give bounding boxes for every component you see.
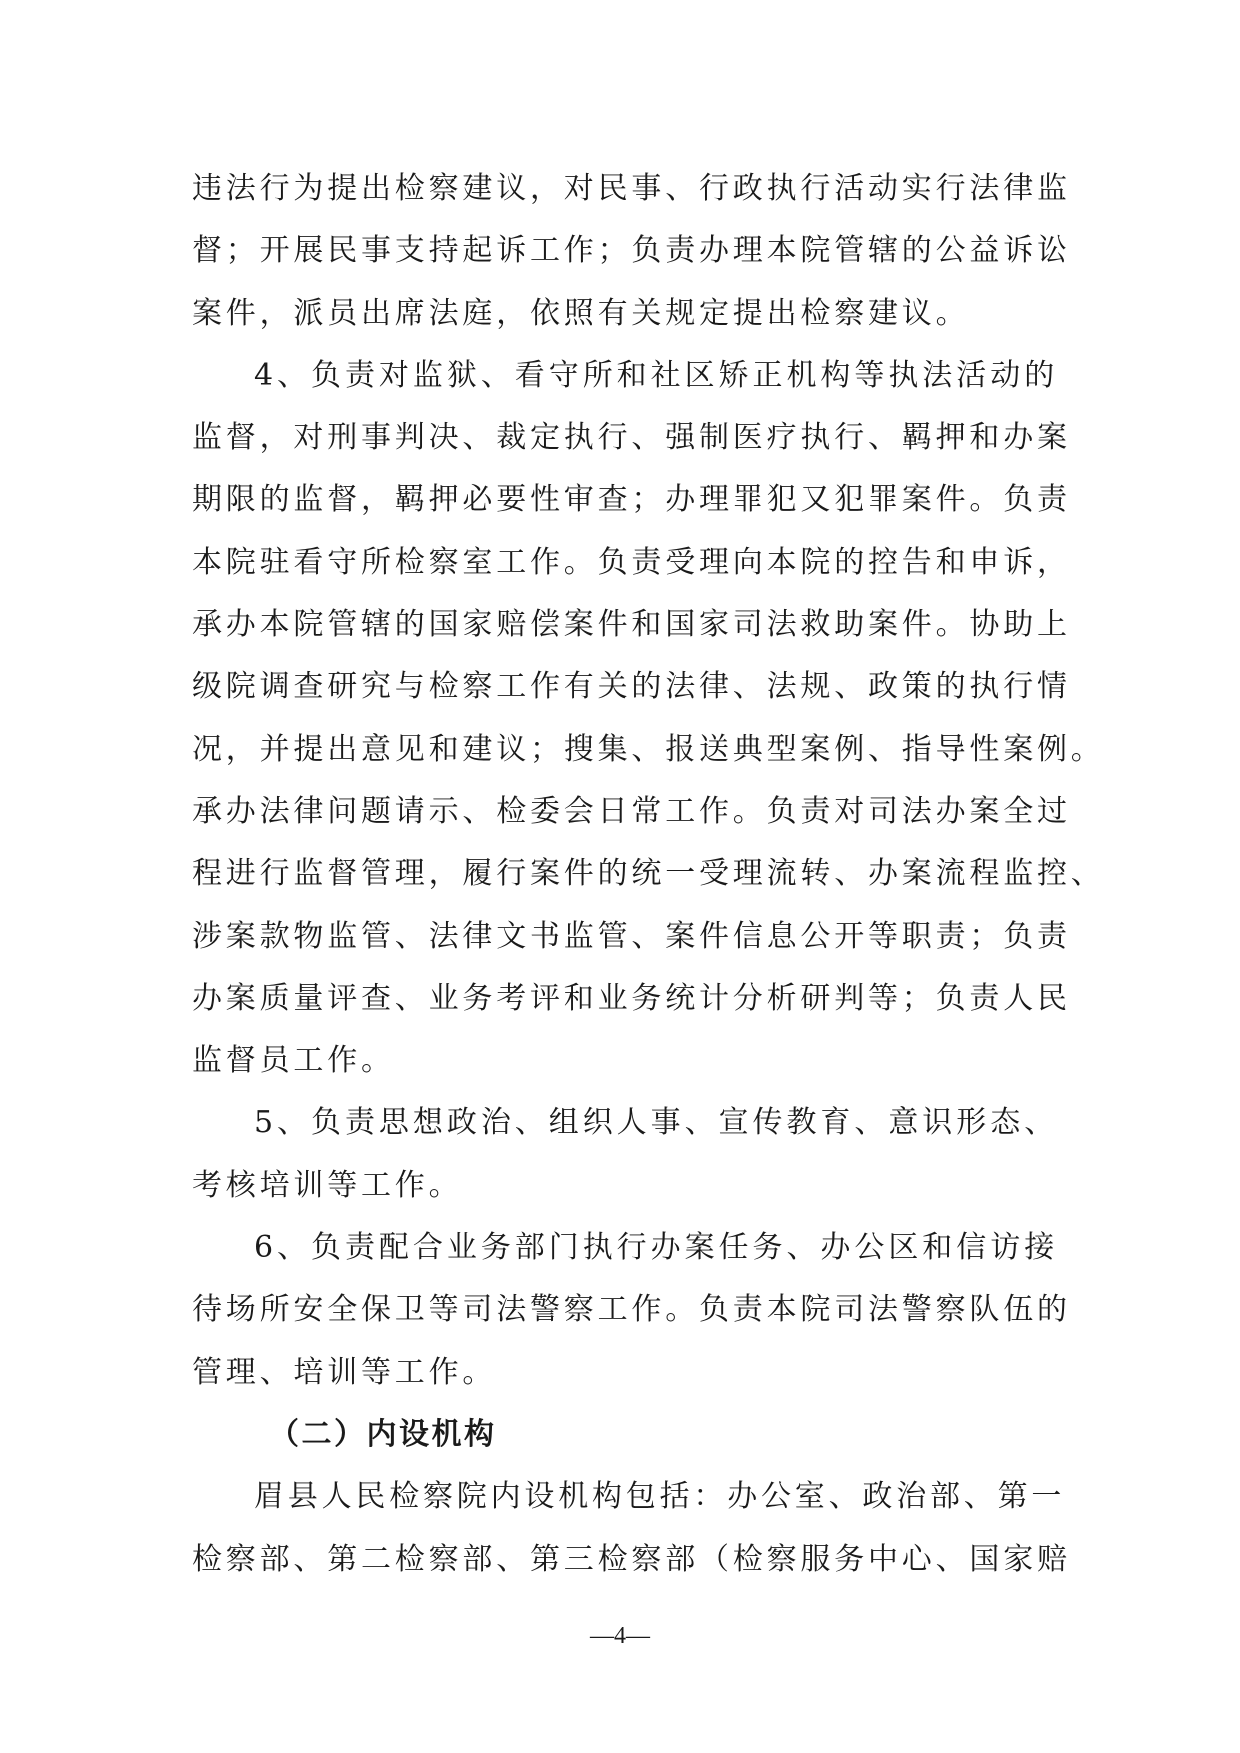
text-line: 违法行为提出检察建议，对民事、行政执行活动实行法律监 <box>192 171 1071 206</box>
text-line: 涉案款物监管、法律文书监管、案件信息公开等职责；负责 <box>192 918 1071 954</box>
text-line: 检察部、第二检察部、第三检察部（检察服务中心、国家赔 <box>192 1541 1071 1577</box>
text-line: 待场所安全保卫等司法警察工作。负责本院司法警察队伍的 <box>192 1292 1071 1328</box>
paragraph-internal-structure <box>192 1466 1071 1591</box>
text-line: 办案质量评查、业务考评和业务统计分析研判等；负责人民 <box>192 980 1071 1016</box>
text-line: 考核培训等工作。 <box>192 1167 463 1203</box>
paragraph-item-4 <box>192 345 1105 1093</box>
section-heading: （二）内设机构 <box>269 1416 497 1452</box>
text-line: 5、负责思想政治、组织人事、宣传教育、意识形态、 <box>254 1105 1058 1141</box>
text-line: 督；开展民事支持起诉工作；负责办理本院管辖的公益诉讼 <box>192 233 1071 269</box>
text-line: 监督，对刑事判决、裁定执行、强制医疗执行、羁押和办案 <box>192 420 1071 456</box>
text-line: 眉县人民检察院内设机构包括：办公室、政治部、第一 <box>254 1479 1066 1515</box>
text-line: 期限的监督，羁押必要性审查；办理罪犯又犯罪案件。负责 <box>192 482 1071 518</box>
text-line: 管理、培训等工作。 <box>192 1354 497 1390</box>
text-line: 程进行监督管理，履行案件的统一受理流转、办案流程监控、 <box>192 856 1105 892</box>
document-body <box>192 158 1105 1591</box>
text-line: 况，并提出意见和建议；搜集、报送典型案例、指导性案例。 <box>192 731 1105 767</box>
text-line: 6、负责配合业务部门执行办案任务、办公区和信访接 <box>254 1230 1058 1266</box>
paragraph-item-5 <box>192 1092 1058 1217</box>
paragraph-item-6 <box>192 1217 1071 1404</box>
text-line: 4、负责对监狱、看守所和社区矫正机构等执法活动的 <box>254 357 1058 393</box>
text-line: 本院驻看守所检察室工作。负责受理向本院的控告和申诉， <box>192 544 1071 580</box>
text-line: 承办法律问题请示、检委会日常工作。负责对司法办案全过 <box>192 793 1071 829</box>
page-number: —4— <box>590 1623 650 1649</box>
text-line: 承办本院管辖的国家赔偿案件和国家司法救助案件。协助上 <box>192 607 1071 643</box>
text-line: 监督员工作。 <box>192 1043 395 1079</box>
paragraph-continuation <box>192 158 1071 345</box>
text-line: 案件，派员出席法庭，依照有关规定提出检察建议。 <box>192 295 970 331</box>
text-line: 级院调查研究与检察工作有关的法律、法规、政策的执行情 <box>192 669 1071 705</box>
